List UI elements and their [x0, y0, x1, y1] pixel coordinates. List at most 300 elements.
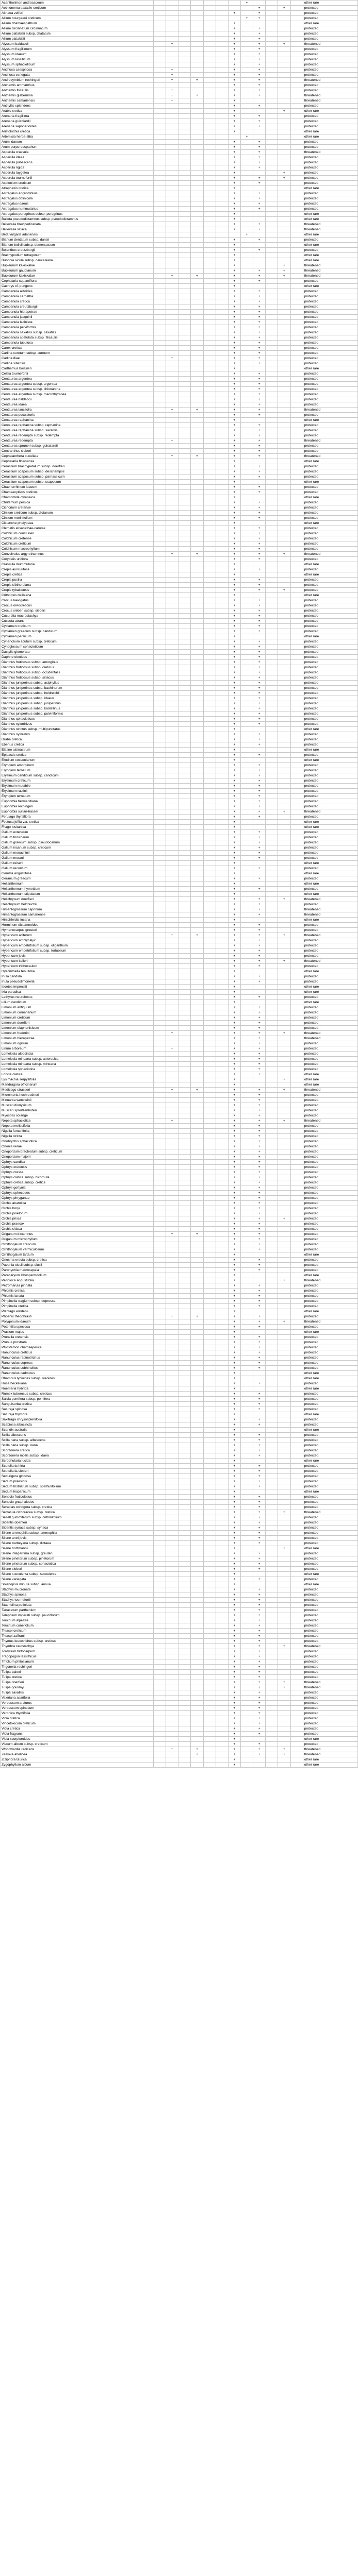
- col-2-cell: [166, 547, 178, 552]
- col-4-cell: [191, 1289, 203, 1294]
- col-3-cell: [178, 701, 191, 706]
- species-name-cell: Limonium cornarianum: [1, 1010, 154, 1015]
- col-2-cell: [166, 1489, 178, 1495]
- col-7-cell: +: [228, 1639, 240, 1644]
- col-7-cell: +: [228, 140, 240, 145]
- col-3-cell: [178, 856, 191, 861]
- col-9-cell: +: [253, 124, 266, 129]
- col-9-cell: +: [253, 830, 266, 835]
- status-cell: protected: [303, 1283, 357, 1289]
- col-9-cell: +: [253, 1361, 266, 1366]
- status-cell: protected: [303, 696, 357, 701]
- col-11-cell: [278, 37, 290, 42]
- col-6-cell: [216, 109, 228, 114]
- status-cell: other rare: [303, 918, 357, 923]
- col-12-cell: [290, 227, 303, 232]
- col-2-cell: [166, 742, 178, 748]
- col-11-cell: [278, 67, 290, 73]
- col-5-cell: [203, 1577, 216, 1582]
- col-9-cell: +: [253, 1634, 266, 1639]
- col-11-cell: +: [278, 1680, 290, 1685]
- col-11-cell: [278, 1283, 290, 1289]
- col-2-cell: [166, 1412, 178, 1417]
- col-7-cell: +: [228, 1031, 240, 1036]
- col-2-cell: [166, 1546, 178, 1551]
- col-10-cell: [266, 634, 278, 639]
- table-row: [1, 1438, 358, 1443]
- col-12-cell: [290, 1428, 303, 1433]
- col-9-cell: +: [253, 660, 266, 665]
- col-12-cell: [290, 536, 303, 541]
- col-9-cell: +: [253, 1247, 266, 1252]
- col-2-cell: [166, 1629, 178, 1634]
- col-3-cell: [178, 531, 191, 536]
- col-6-cell: [216, 809, 228, 815]
- col-8-cell: [240, 742, 253, 748]
- col-9-cell: [253, 985, 266, 990]
- col-3-cell: [178, 304, 191, 310]
- col-7-cell: +: [228, 845, 240, 851]
- status-cell: protected: [303, 1026, 357, 1031]
- species-name-cell: Helichrysum heldreichii: [1, 902, 154, 907]
- col-3-cell: [178, 1263, 191, 1268]
- col-10-cell: [266, 325, 278, 330]
- col-2-cell: [166, 691, 178, 696]
- col-6-cell: [216, 845, 228, 851]
- species-name-cell: Androcymbium rechingeri: [1, 78, 154, 83]
- col-9-cell: [253, 284, 266, 289]
- table-row: [1, 129, 358, 134]
- col-9-cell: +: [253, 1474, 266, 1479]
- col-10-cell: [266, 1155, 278, 1160]
- col-3-cell: [178, 1258, 191, 1263]
- col-6-cell: [216, 176, 228, 181]
- col-7-cell: +: [228, 37, 240, 42]
- table-row: [1, 1026, 358, 1031]
- col-3-cell: [178, 150, 191, 155]
- col-7-cell: +: [228, 98, 240, 104]
- table-row: [1, 341, 358, 346]
- col-5-cell: [203, 341, 216, 346]
- col-12-cell: [290, 1232, 303, 1237]
- col-2-cell: [166, 310, 178, 315]
- col-8-cell: [240, 480, 253, 485]
- col-10-cell: [266, 815, 278, 820]
- col-3-cell: [178, 274, 191, 279]
- col-7-cell: +: [228, 526, 240, 531]
- col-8-cell: [240, 578, 253, 583]
- col-7-cell: +: [228, 763, 240, 768]
- col-6-cell: [216, 1283, 228, 1289]
- col-6-cell: [216, 655, 228, 660]
- col-8-cell: [240, 1598, 253, 1603]
- col-4-cell: [191, 938, 203, 943]
- status-cell: protected: [303, 845, 357, 851]
- col-4-cell: [191, 717, 203, 722]
- col-10-cell: [266, 294, 278, 299]
- col-6-cell: [216, 732, 228, 737]
- col-7-cell: +: [228, 1598, 240, 1603]
- col-1-cell: [154, 562, 166, 567]
- species-name-cell: Tanacetum parthenium: [1, 1608, 154, 1613]
- col-2-cell: [166, 861, 178, 866]
- table-row: [1, 1608, 358, 1613]
- col-5-cell: [203, 11, 216, 16]
- col-8-cell: [240, 212, 253, 217]
- col-3-cell: [178, 21, 191, 26]
- col-10-cell: [266, 1289, 278, 1294]
- col-12-cell: [290, 1592, 303, 1598]
- col-6-cell: [216, 16, 228, 21]
- col-6-cell: [216, 1124, 228, 1129]
- col-7-cell: +: [228, 1701, 240, 1706]
- col-5-cell: [203, 1062, 216, 1067]
- col-11-cell: +: [278, 588, 290, 593]
- species-name-cell: Centaurea raphanina subsp. raphanina: [1, 423, 154, 428]
- col-11-cell: [278, 1149, 290, 1155]
- col-1-cell: [154, 619, 166, 624]
- col-11-cell: [278, 1010, 290, 1015]
- col-6-cell: [216, 1531, 228, 1536]
- table-row: [1, 815, 358, 820]
- status-cell: other rare: [303, 1330, 357, 1335]
- col-7-cell: +: [228, 655, 240, 660]
- col-10-cell: [266, 1670, 278, 1675]
- col-1-cell: [154, 1113, 166, 1118]
- col-1-cell: [154, 366, 166, 371]
- species-name-cell: Dianthus sphacioticus: [1, 717, 154, 722]
- col-3-cell: [178, 789, 191, 794]
- col-6-cell: [216, 248, 228, 253]
- col-7-cell: +: [228, 330, 240, 335]
- col-6-cell: [216, 567, 228, 572]
- col-4-cell: [191, 1500, 203, 1505]
- table-row: [1, 490, 358, 495]
- col-2-cell: [166, 1242, 178, 1247]
- col-6-cell: [216, 140, 228, 145]
- col-10-cell: [266, 1268, 278, 1273]
- col-1-cell: [154, 918, 166, 923]
- col-7-cell: +: [228, 1654, 240, 1659]
- species-name-cell: Chritemum persica: [1, 500, 154, 505]
- col-4-cell: [191, 1108, 203, 1113]
- col-8-cell: [240, 1124, 253, 1129]
- col-9-cell: +: [253, 1345, 266, 1350]
- col-8-cell: [240, 371, 253, 377]
- col-10-cell: [266, 583, 278, 588]
- col-11-cell: [278, 1531, 290, 1536]
- col-4-cell: [191, 547, 203, 552]
- col-12-cell: [290, 758, 303, 763]
- col-4-cell: +: [191, 1232, 203, 1237]
- col-3-cell: [178, 928, 191, 933]
- col-9-cell: +: [253, 299, 266, 304]
- col-9-cell: +: [253, 1355, 266, 1361]
- col-6-cell: [216, 866, 228, 871]
- species-name-cell: Astragalus angustifolius: [1, 191, 154, 196]
- table-row: [1, 948, 358, 954]
- col-12-cell: [290, 928, 303, 933]
- col-11-cell: [278, 361, 290, 366]
- col-6-cell: [216, 593, 228, 598]
- species-name-cell: Ranunculus cadmicus: [1, 1371, 154, 1376]
- col-2-cell: [166, 1603, 178, 1608]
- col-10-cell: [266, 1, 278, 6]
- col-4-cell: [191, 1252, 203, 1258]
- col-3-cell: [178, 1407, 191, 1412]
- table-row: [1, 552, 358, 557]
- col-5-cell: [203, 614, 216, 619]
- col-4-cell: [191, 1, 203, 6]
- col-5-cell: [203, 1124, 216, 1129]
- status-cell: protected: [303, 943, 357, 948]
- species-name-cell: Teucrium alpestre: [1, 1618, 154, 1623]
- col-5-cell: [203, 248, 216, 253]
- species-name-cell: Saxifraga chrysosplenifolia: [1, 1417, 154, 1422]
- col-5-cell: [203, 361, 216, 366]
- col-11-cell: [278, 1258, 290, 1263]
- col-1-cell: [154, 1469, 166, 1474]
- status-cell: protected: [303, 1139, 357, 1144]
- species-name-cell: Asplenium creticum: [1, 181, 154, 186]
- col-9-cell: [253, 366, 266, 371]
- col-10-cell: [266, 52, 278, 57]
- status-cell: protected: [303, 181, 357, 186]
- status-cell: protected: [303, 1015, 357, 1021]
- col-5-cell: [203, 918, 216, 923]
- col-11-cell: [278, 1701, 290, 1706]
- col-11-cell: [278, 851, 290, 856]
- col-12-cell: [290, 578, 303, 583]
- species-name-cell: Eryngium amorginum: [1, 763, 154, 768]
- col-5-cell: [203, 325, 216, 330]
- col-9-cell: +: [253, 196, 266, 201]
- col-10-cell: [266, 691, 278, 696]
- table-row: [1, 1587, 358, 1592]
- col-4-cell: [191, 279, 203, 284]
- species-name-cell: Sedum tristriatum subsp. spathulifolium: [1, 1484, 154, 1489]
- status-cell: protected: [303, 624, 357, 629]
- col-6-cell: [216, 1216, 228, 1222]
- col-1-cell: [154, 691, 166, 696]
- col-7-cell: +: [228, 1041, 240, 1046]
- status-cell: protected: [303, 310, 357, 315]
- table-row: [1, 1082, 358, 1088]
- status-cell: protected: [303, 52, 357, 57]
- col-9-cell: +: [253, 227, 266, 232]
- col-8-cell: [240, 191, 253, 196]
- col-12-cell: [290, 201, 303, 207]
- col-10-cell: [266, 454, 278, 459]
- col-10-cell: [266, 423, 278, 428]
- col-6-cell: [216, 526, 228, 531]
- col-10-cell: [266, 253, 278, 258]
- col-6-cell: [216, 516, 228, 521]
- col-4-cell: [191, 943, 203, 948]
- col-6-cell: [216, 979, 228, 985]
- col-7-cell: +: [228, 268, 240, 274]
- col-9-cell: +: [253, 78, 266, 83]
- col-5-cell: [203, 696, 216, 701]
- species-name-cell: Campanula creutzburgii: [1, 304, 154, 310]
- col-4-cell: [191, 1242, 203, 1247]
- col-3-cell: [178, 938, 191, 943]
- col-9-cell: +: [253, 505, 266, 511]
- col-7-cell: +: [228, 1459, 240, 1464]
- species-name-cell: Asperula pubescens: [1, 160, 154, 165]
- col-10-cell: [266, 995, 278, 1000]
- col-6-cell: [216, 1453, 228, 1459]
- col-7-cell: +: [228, 1052, 240, 1057]
- col-11-cell: [278, 876, 290, 882]
- col-10-cell: [266, 222, 278, 227]
- col-4-cell: [191, 1376, 203, 1381]
- status-cell: protected: [303, 37, 357, 42]
- col-10-cell: [266, 1484, 278, 1489]
- col-4-cell: [191, 181, 203, 186]
- col-8-cell: [240, 62, 253, 67]
- col-4-cell: [191, 222, 203, 227]
- col-4-cell: [191, 722, 203, 727]
- col-8-cell: [240, 701, 253, 706]
- col-12-cell: [290, 1665, 303, 1670]
- col-5-cell: [203, 990, 216, 995]
- col-4-cell: [191, 227, 203, 232]
- col-8-cell: [240, 201, 253, 207]
- col-3-cell: [178, 47, 191, 52]
- col-4-cell: [191, 1623, 203, 1629]
- table-row: [1, 536, 358, 541]
- col-9-cell: [253, 969, 266, 974]
- status-cell: protected: [303, 1484, 357, 1489]
- species-name-cell: Elatine alsinastrum: [1, 748, 154, 753]
- col-5-cell: [203, 1608, 216, 1613]
- col-12-cell: [290, 856, 303, 861]
- table-row: [1, 1191, 358, 1196]
- status-cell: protected: [303, 444, 357, 449]
- col-1-cell: [154, 176, 166, 181]
- col-10-cell: [266, 438, 278, 444]
- table-row: [1, 1093, 358, 1098]
- col-11-cell: [278, 1536, 290, 1541]
- col-7-cell: +: [228, 1314, 240, 1319]
- col-7-cell: +: [228, 258, 240, 263]
- col-1-cell: [154, 1479, 166, 1484]
- col-7-cell: +: [228, 1623, 240, 1629]
- col-4-cell: [191, 1644, 203, 1649]
- col-12-cell: [290, 1196, 303, 1201]
- col-11-cell: [278, 454, 290, 459]
- col-5-cell: [203, 485, 216, 490]
- col-2-cell: [166, 1551, 178, 1556]
- col-8-cell: [240, 145, 253, 150]
- col-9-cell: +: [253, 1587, 266, 1592]
- col-12-cell: [290, 1041, 303, 1046]
- table-row: [1, 583, 358, 588]
- col-6-cell: [216, 954, 228, 959]
- col-12-cell: [290, 1629, 303, 1634]
- col-8-cell: [240, 1093, 253, 1098]
- species-name-cell: Asperula taygetea: [1, 171, 154, 176]
- col-9-cell: +: [253, 923, 266, 928]
- col-1-cell: [154, 809, 166, 815]
- col-6-cell: [216, 325, 228, 330]
- col-4-cell: [191, 263, 203, 268]
- col-7-cell: +: [228, 706, 240, 711]
- col-3-cell: [178, 1325, 191, 1330]
- col-3-cell: [178, 418, 191, 423]
- col-2-cell: [166, 912, 178, 918]
- col-11-cell: [278, 1309, 290, 1314]
- col-11-cell: [278, 928, 290, 933]
- col-5-cell: [203, 217, 216, 222]
- col-11-cell: [278, 1134, 290, 1139]
- col-12-cell: [290, 1464, 303, 1469]
- col-3-cell: [178, 1567, 191, 1572]
- col-8-cell: [240, 912, 253, 918]
- col-10-cell: [266, 1098, 278, 1103]
- col-9-cell: +: [253, 619, 266, 624]
- col-9-cell: +: [253, 681, 266, 686]
- col-1-cell: [154, 1675, 166, 1680]
- col-4-cell: [191, 851, 203, 856]
- col-9-cell: +: [253, 47, 266, 52]
- col-2-cell: [166, 1598, 178, 1603]
- status-cell: protected: [303, 645, 357, 650]
- col-6-cell: [216, 711, 228, 717]
- col-5-cell: [203, 923, 216, 928]
- table-row: [1, 995, 358, 1000]
- col-4-cell: [191, 1345, 203, 1350]
- col-5-cell: [203, 268, 216, 274]
- status-cell: protected: [303, 954, 357, 959]
- col-1-cell: [154, 938, 166, 943]
- col-5-cell: [203, 1196, 216, 1201]
- col-12-cell: [290, 583, 303, 588]
- col-8-cell: [240, 1227, 253, 1232]
- status-cell: protected: [303, 1041, 357, 1046]
- col-5-cell: [203, 176, 216, 181]
- col-9-cell: [253, 418, 266, 423]
- col-2-cell: [166, 37, 178, 42]
- col-8-cell: [240, 696, 253, 701]
- col-11-cell: [278, 902, 290, 907]
- col-3-cell: [178, 1392, 191, 1397]
- col-7-cell: +: [228, 603, 240, 608]
- status-cell: other rare: [303, 562, 357, 567]
- col-11-cell: [278, 1438, 290, 1443]
- col-3-cell: [178, 1654, 191, 1659]
- col-4-cell: [191, 887, 203, 892]
- col-10-cell: [266, 928, 278, 933]
- col-6-cell: [216, 773, 228, 778]
- col-3-cell: [178, 675, 191, 681]
- col-5-cell: [203, 1278, 216, 1283]
- table-row: [1, 820, 358, 825]
- col-2-cell: [166, 603, 178, 608]
- species-name-cell: Sideritis syriaca subsp. syriaca: [1, 1526, 154, 1531]
- col-11-cell: [278, 191, 290, 196]
- col-9-cell: +: [253, 140, 266, 145]
- col-6-cell: [216, 88, 228, 93]
- col-11-cell: [278, 83, 290, 88]
- col-12-cell: [290, 1211, 303, 1216]
- col-2-cell: [166, 1330, 178, 1335]
- col-10-cell: [266, 124, 278, 129]
- col-1-cell: [154, 572, 166, 578]
- col-6-cell: [216, 78, 228, 83]
- col-5-cell: [203, 1526, 216, 1531]
